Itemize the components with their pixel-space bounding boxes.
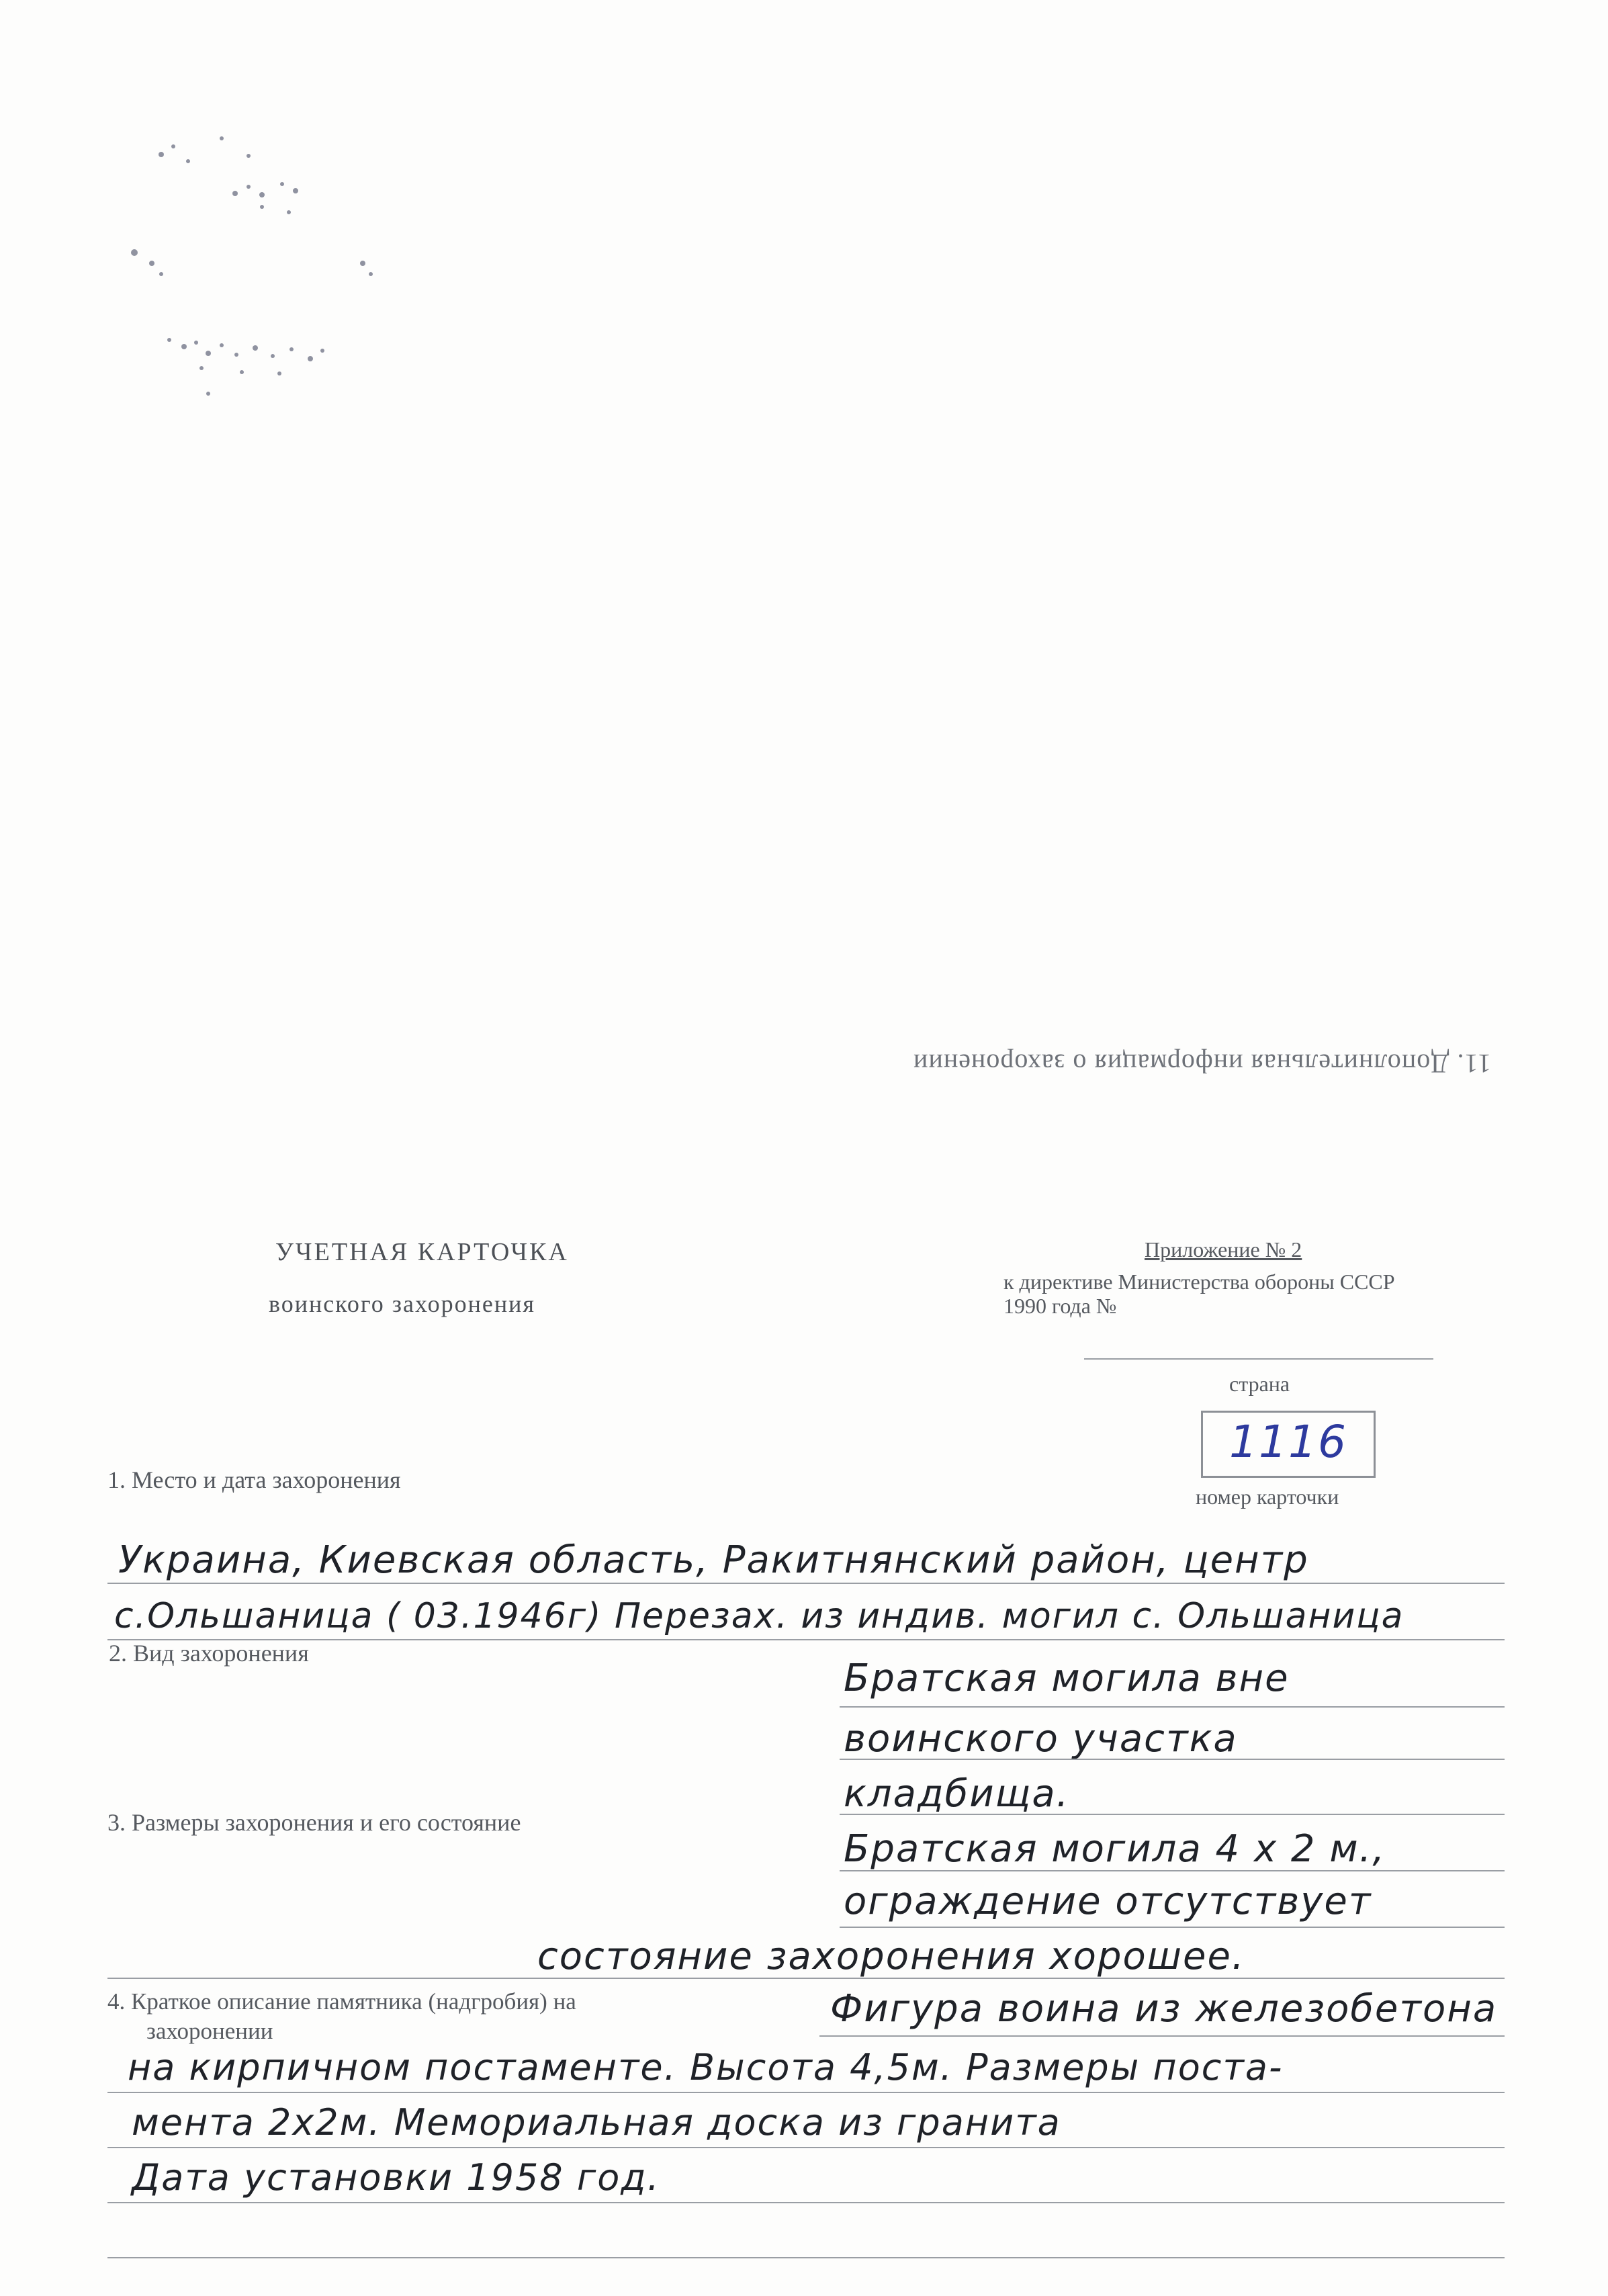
faded-stamp-marks bbox=[121, 114, 430, 410]
field-type-line3: кладбища. bbox=[844, 1772, 1070, 1816]
field-monument-line1: Фигура воина из железобетона bbox=[830, 1987, 1498, 2031]
field-place-line1: Украина, Киевская область, Ракитнянский район, центр bbox=[118, 1538, 1309, 1582]
field-type-label: 2. Вид захоронения bbox=[109, 1640, 309, 1667]
rule-monument-1 bbox=[819, 2035, 1505, 2037]
field-place-label: 1. Место и дата захоронения bbox=[107, 1466, 401, 1493]
field-size-line1: Братская могила 4 х 2 м., bbox=[844, 1827, 1386, 1871]
field-size-label: 3. Размеры захоронения и его состояние bbox=[107, 1809, 521, 1836]
field-monument-line3: мента 2х2м. Мемориальная доска из гранита bbox=[132, 2101, 1061, 2144]
field-type-line2: воинского участка bbox=[844, 1717, 1238, 1761]
rule-monument-3 bbox=[107, 2147, 1505, 2148]
rule-size-2 bbox=[840, 1927, 1505, 1928]
field-monument-label: 4. Краткое описание памятника (надгробия) на bbox=[107, 1988, 576, 2015]
appendix-heading: Приложение № 2 bbox=[1145, 1237, 1302, 1262]
rule-place-2 bbox=[107, 1639, 1505, 1640]
field-place-line2: с.Ольшаница ( 03.1946г) Перезах. из индив. могил с. Ольшаница bbox=[114, 1596, 1404, 1636]
field-monument-line2: на кирпичном постаменте. Высота 4,5м. Размеры поста- bbox=[128, 2046, 1284, 2088]
card-number-label: номер карточки bbox=[1196, 1485, 1339, 1509]
rule-monument-5 bbox=[107, 2257, 1505, 2258]
rule-type-1 bbox=[840, 1706, 1505, 1708]
field-size-line3: состояние захоронения хорошее. bbox=[537, 1935, 1245, 1978]
field-type-line1: Братская могила вне bbox=[844, 1657, 1290, 1700]
rule-type-2 bbox=[840, 1759, 1505, 1760]
field-monument-line4: Дата установки 1958 год. bbox=[132, 2156, 660, 2199]
card-number-value: 1116 bbox=[1229, 1416, 1347, 1468]
rule-size-1 bbox=[840, 1870, 1505, 1871]
mirrored-bleedthrough-heading: 11. Дополнительная информация о захоронении bbox=[913, 1049, 1491, 1079]
rule-size-3 bbox=[107, 1978, 1505, 1979]
appendix-year: 1990 года № bbox=[1003, 1294, 1117, 1318]
rule-monument-4 bbox=[107, 2202, 1505, 2203]
country-label: страна bbox=[1229, 1372, 1290, 1396]
card-title: УЧЕТНАЯ КАРТОЧКА bbox=[275, 1238, 569, 1266]
country-line bbox=[1084, 1358, 1433, 1360]
rule-monument-2 bbox=[107, 2092, 1505, 2093]
rule-place-1 bbox=[107, 1583, 1505, 1584]
field-monument-label-2: захоронении bbox=[146, 2018, 273, 2044]
card-subtitle: воинского захоронения bbox=[269, 1290, 535, 1317]
rule-type-3 bbox=[840, 1814, 1505, 1815]
field-size-line2: ограждение отсутствует bbox=[844, 1880, 1372, 1923]
appendix-directive: к директиве Министерства обороны СССР bbox=[1003, 1270, 1395, 1294]
